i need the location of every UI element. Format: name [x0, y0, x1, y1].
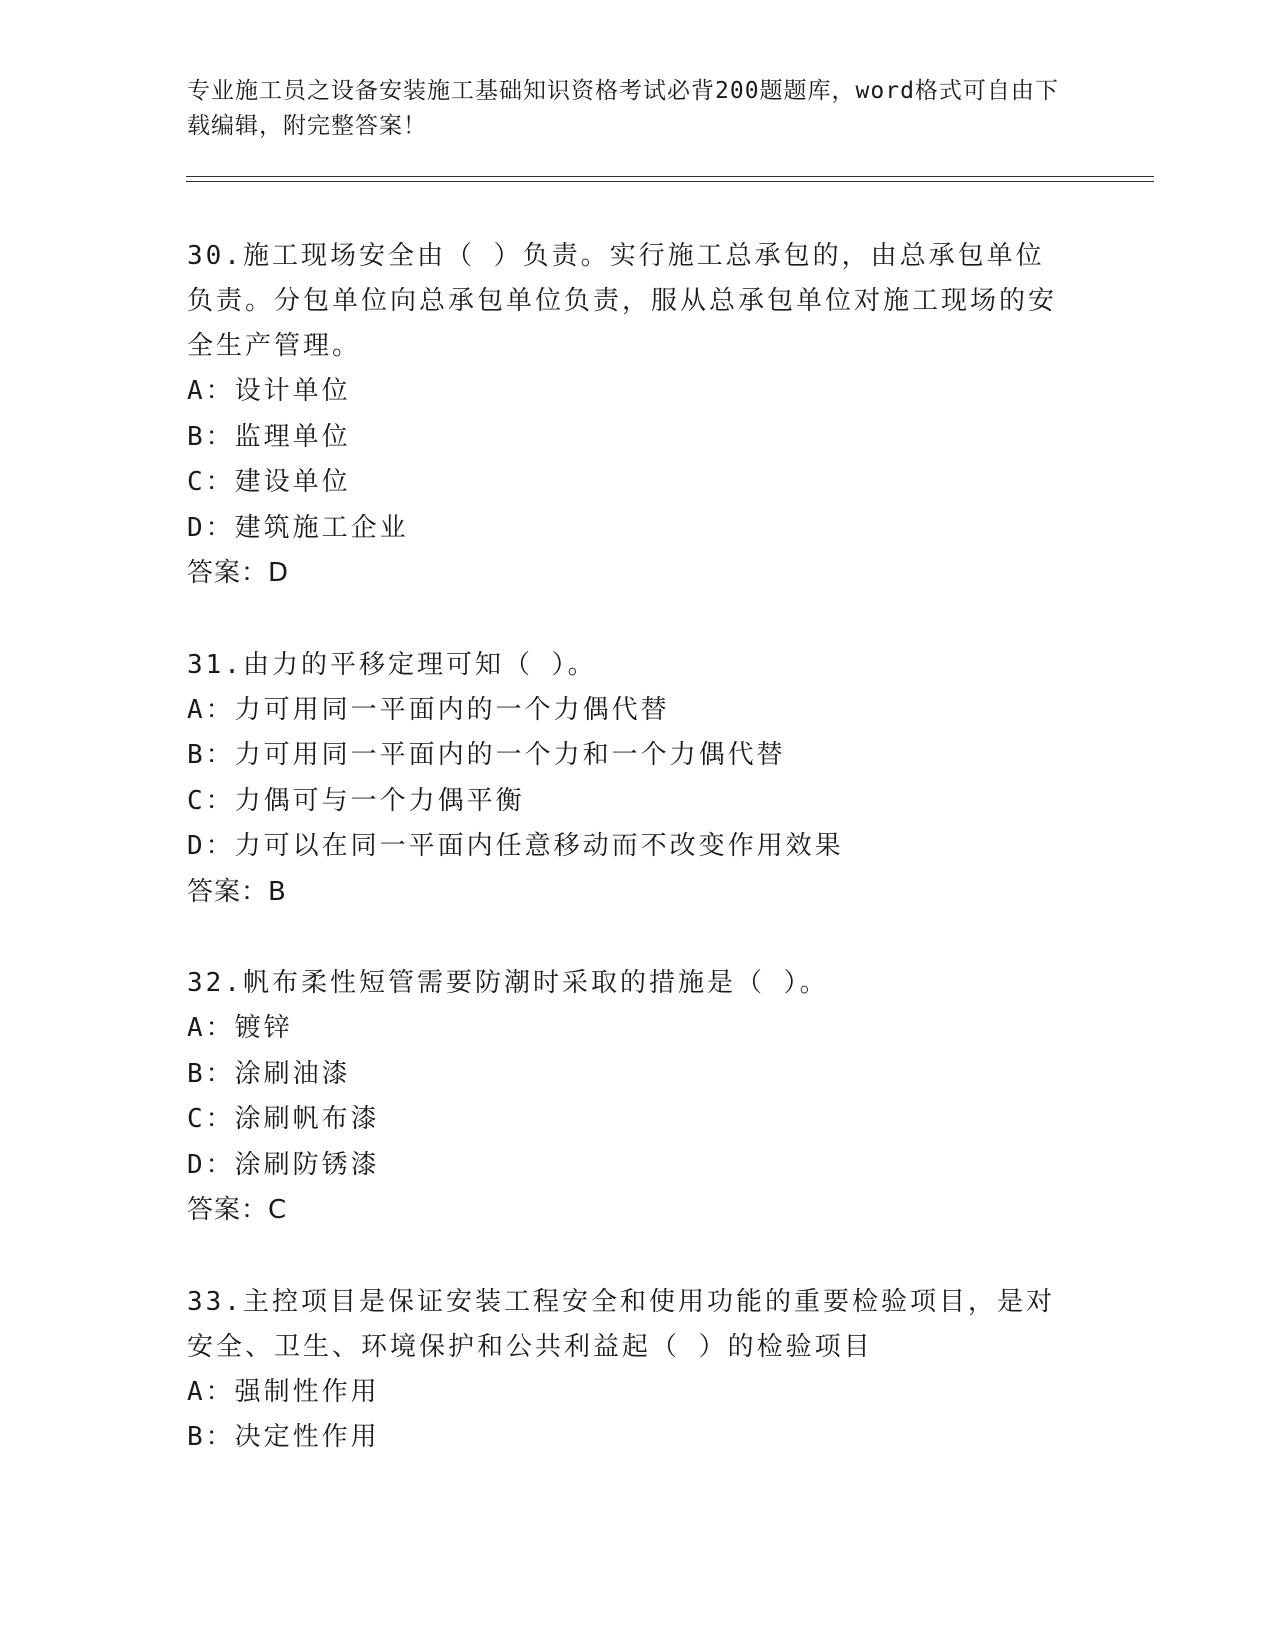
question-30	[187, 234, 1067, 597]
question-stem: 30.施工现场安全由（ ）负责。实行施工总承包的，由总承包单位负责。分包单位向总承包单位负责，服从总承包单位对施工现场的安全生产管理。	[187, 241, 1058, 361]
question-stem: 31.由力的平移定理可知（ ）。	[187, 649, 597, 680]
header-divider-bottom	[186, 181, 1154, 182]
option-c: C：建设单位	[187, 467, 351, 497]
question-33	[187, 1280, 1067, 1461]
option-c: C：力偶可与一个力偶平衡	[187, 785, 525, 816]
option-a: A：镀锌	[187, 1013, 293, 1043]
option-b: B：决定性作用	[187, 1422, 380, 1452]
option-b: B：力可用同一平面内的一个力和一个力偶代替	[187, 740, 786, 770]
answer-line: 答案：B	[187, 876, 287, 907]
question-stem: 32.帆布柔性短管需要防潮时采取的措施是（ ）。	[187, 968, 829, 998]
header-divider-top	[186, 176, 1154, 177]
option-a: A：设计单位	[187, 376, 351, 406]
document-header-title: 专业施工员之设备安装施工基础知识资格考试必背200题题库，word格式可自由下载编辑，附完整答案！	[187, 78, 1059, 139]
question-stem: 33.主控项目是保证安装工程安全和使用功能的重要检验项目，是对安全、卫生、环境保护和公共利益起（ ）的检验项目	[187, 1286, 1055, 1362]
option-a: A：强制性作用	[187, 1376, 380, 1407]
option-d: D：力可以在同一平面内任意移动而不改变作用效果	[187, 831, 844, 861]
answer-line: 答案：C	[187, 1195, 288, 1225]
option-b: B：涂刷油漆	[187, 1058, 351, 1089]
option-c: C：涂刷帆布漆	[187, 1104, 380, 1134]
option-a: A：力可用同一平面内的一个力偶代替	[187, 694, 670, 725]
option-d: D：建筑施工企业	[187, 512, 409, 543]
question-32	[187, 961, 1067, 1234]
question-31	[187, 643, 1067, 916]
option-d: D：涂刷防锈漆	[187, 1149, 380, 1180]
option-b: B：监理单位	[187, 421, 351, 452]
question-list	[187, 234, 1067, 1507]
answer-line: 答案：D	[187, 558, 290, 588]
